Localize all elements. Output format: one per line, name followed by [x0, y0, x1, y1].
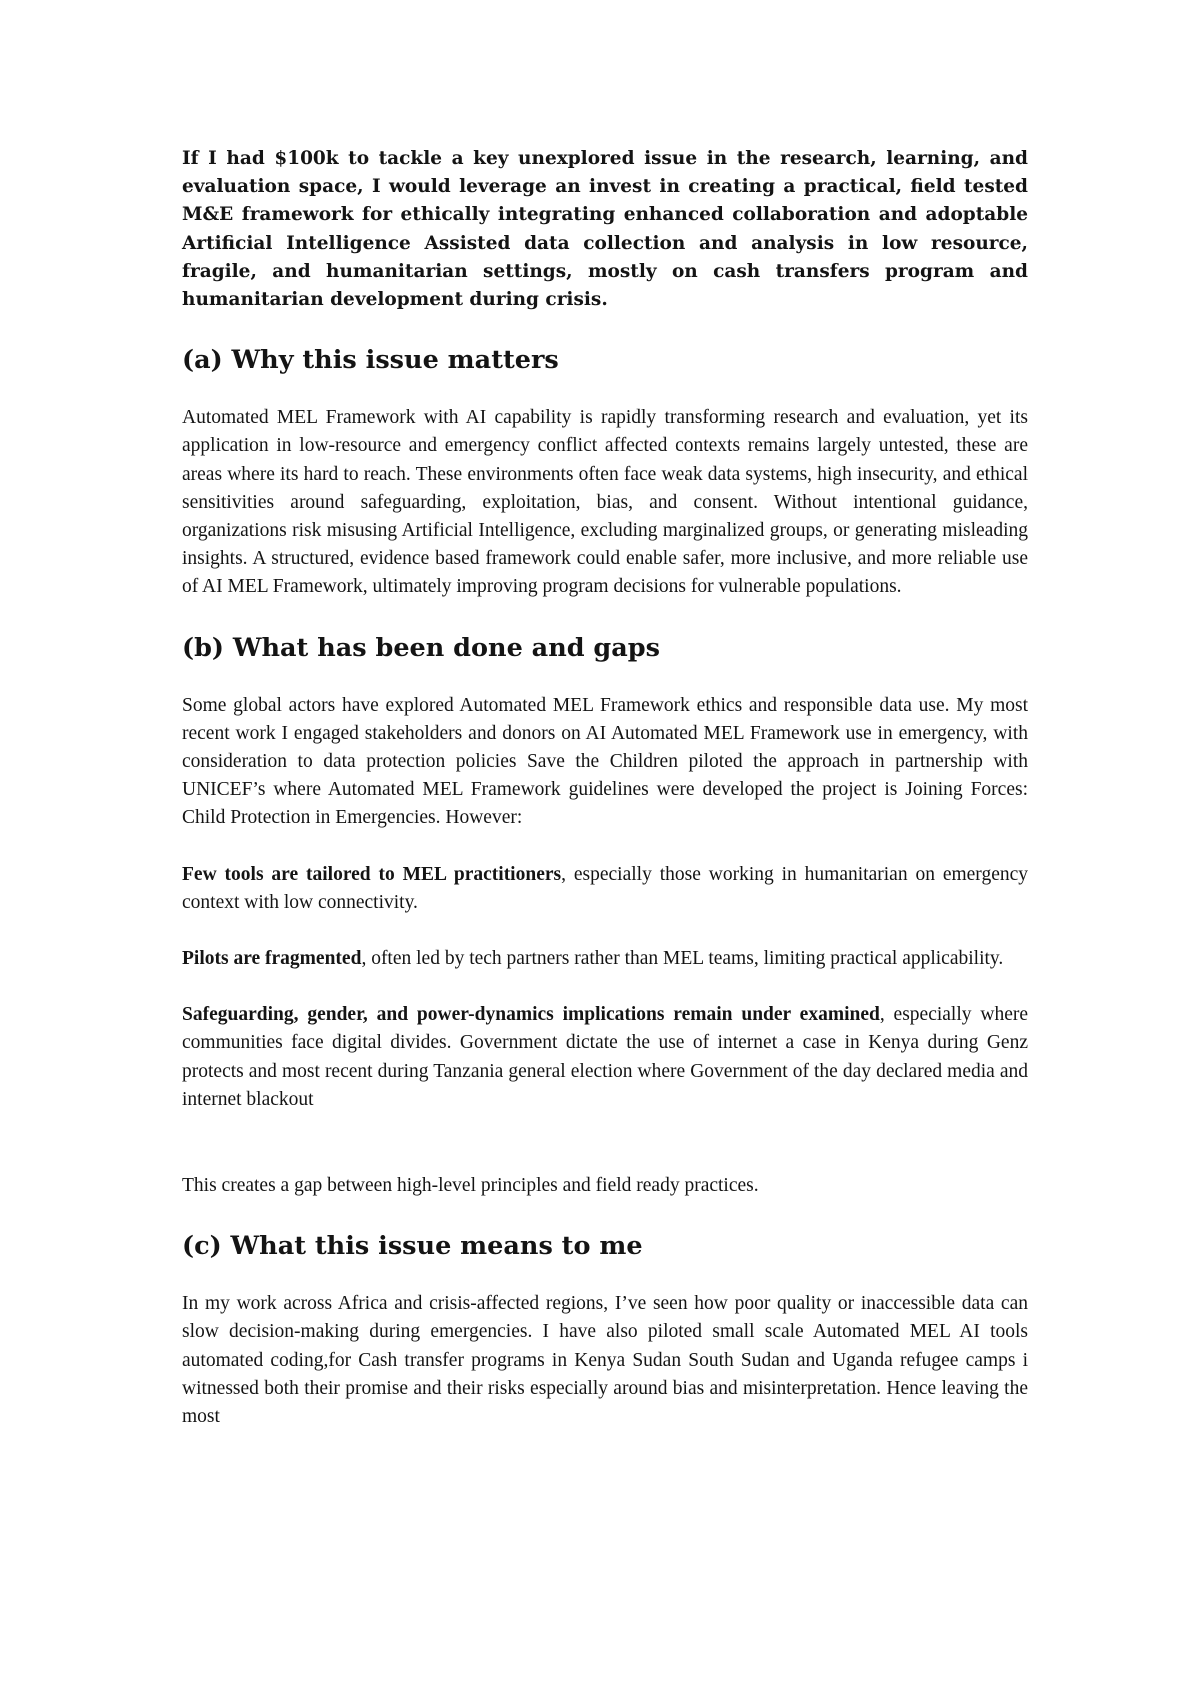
gap-conclusion: This creates a gap between high-level principles and field ready practices. — [182, 1175, 759, 1197]
document-page — [182, 145, 1028, 1431]
intro-paragraph: If I had $100k to tackle a key unexplored issue in the research, learning, and evaluation space, I would leverage an invest in creating a practical, field tested M&E framework for ethically integrating enhanced collaboration and adoptable Artificial Intelligence Assisted data collection and analysis in low resource, fragile, and humanitarian settings, mostly on cash transfers program and humanitarian development during crisis. — [182, 148, 1028, 311]
gap-point-lead: Few tools are tailored to MEL practitioners — [182, 863, 562, 885]
section-body-done-gaps: Some global actors have explored Automated MEL Framework ethics and responsible data use. My most recent work I engaged stakeholders and donors on AI Automated MEL Framework use in emergency, with consideration to data protection policies Save the Children piloted the approach in partnership with UNICEF’s where Automated MEL Framework guidelines were developed the project is Joining Forces: Child Protection in Emergencies. However: — [182, 694, 1028, 829]
section-heading-meaning: (c) What this issue means to me — [182, 1231, 643, 1262]
gap-point — [182, 945, 1028, 973]
gap-point-lead: Safeguarding, gender, and power-dynamics implications remain under examined — [182, 1004, 880, 1026]
gap-point — [182, 861, 1028, 917]
gap-point-text: , especially those working in humanitarian on emergency context with low connectivity. — [182, 863, 1029, 913]
gap-point-text: , especially where communities face digital divides. Government dictate the use of internet a case in Kenya during Genz protects and most recent during Tanzania general election where Government of the day declared media and internet blackout — [182, 1004, 1028, 1110]
section-heading-done-gaps: (b) What has been done and gaps — [182, 632, 660, 663]
gap-point-text: , often led by tech partners rather than MEL teams, limiting practical applicability. — [361, 948, 1004, 970]
gap-point — [182, 1001, 1028, 1114]
gap-point-lead: Pilots are fragmented — [182, 948, 362, 970]
section-heading-why: (a) Why this issue matters — [182, 345, 559, 376]
section-body-why: Automated MEL Framework with AI capability is rapidly transforming research and evaluation, yet its application in low-resource and emergency conflict affected contexts remains largely untested, these are areas where its hard to reach. These environments often face weak data systems, high insecurity, and ethical sensitivities around safeguarding, exploitation, bias, and consent. Without intentional guidance, organizations risk misusing Artificial Intelligence, excluding marginalized groups, or generating misleading insights. A structured, evidence based framework could enable safer, more inclusive, and more reliable use of AI MEL Framework, ultimately improving program decisions for vulnerable populations. — [182, 407, 1028, 598]
section-body-meaning: In my work across Africa and crisis-affected regions, I’ve seen how poor quality or inaccessible data can slow decision-making during emergencies. I have also piloted small scale Automated MEL AI tools automated coding,for Cash transfer programs in Kenya Sudan South Sudan and Uganda refugee camps i witnessed both their promise and their risks especially around bias and misinterpretation. Hence leaving the most — [182, 1293, 1028, 1428]
